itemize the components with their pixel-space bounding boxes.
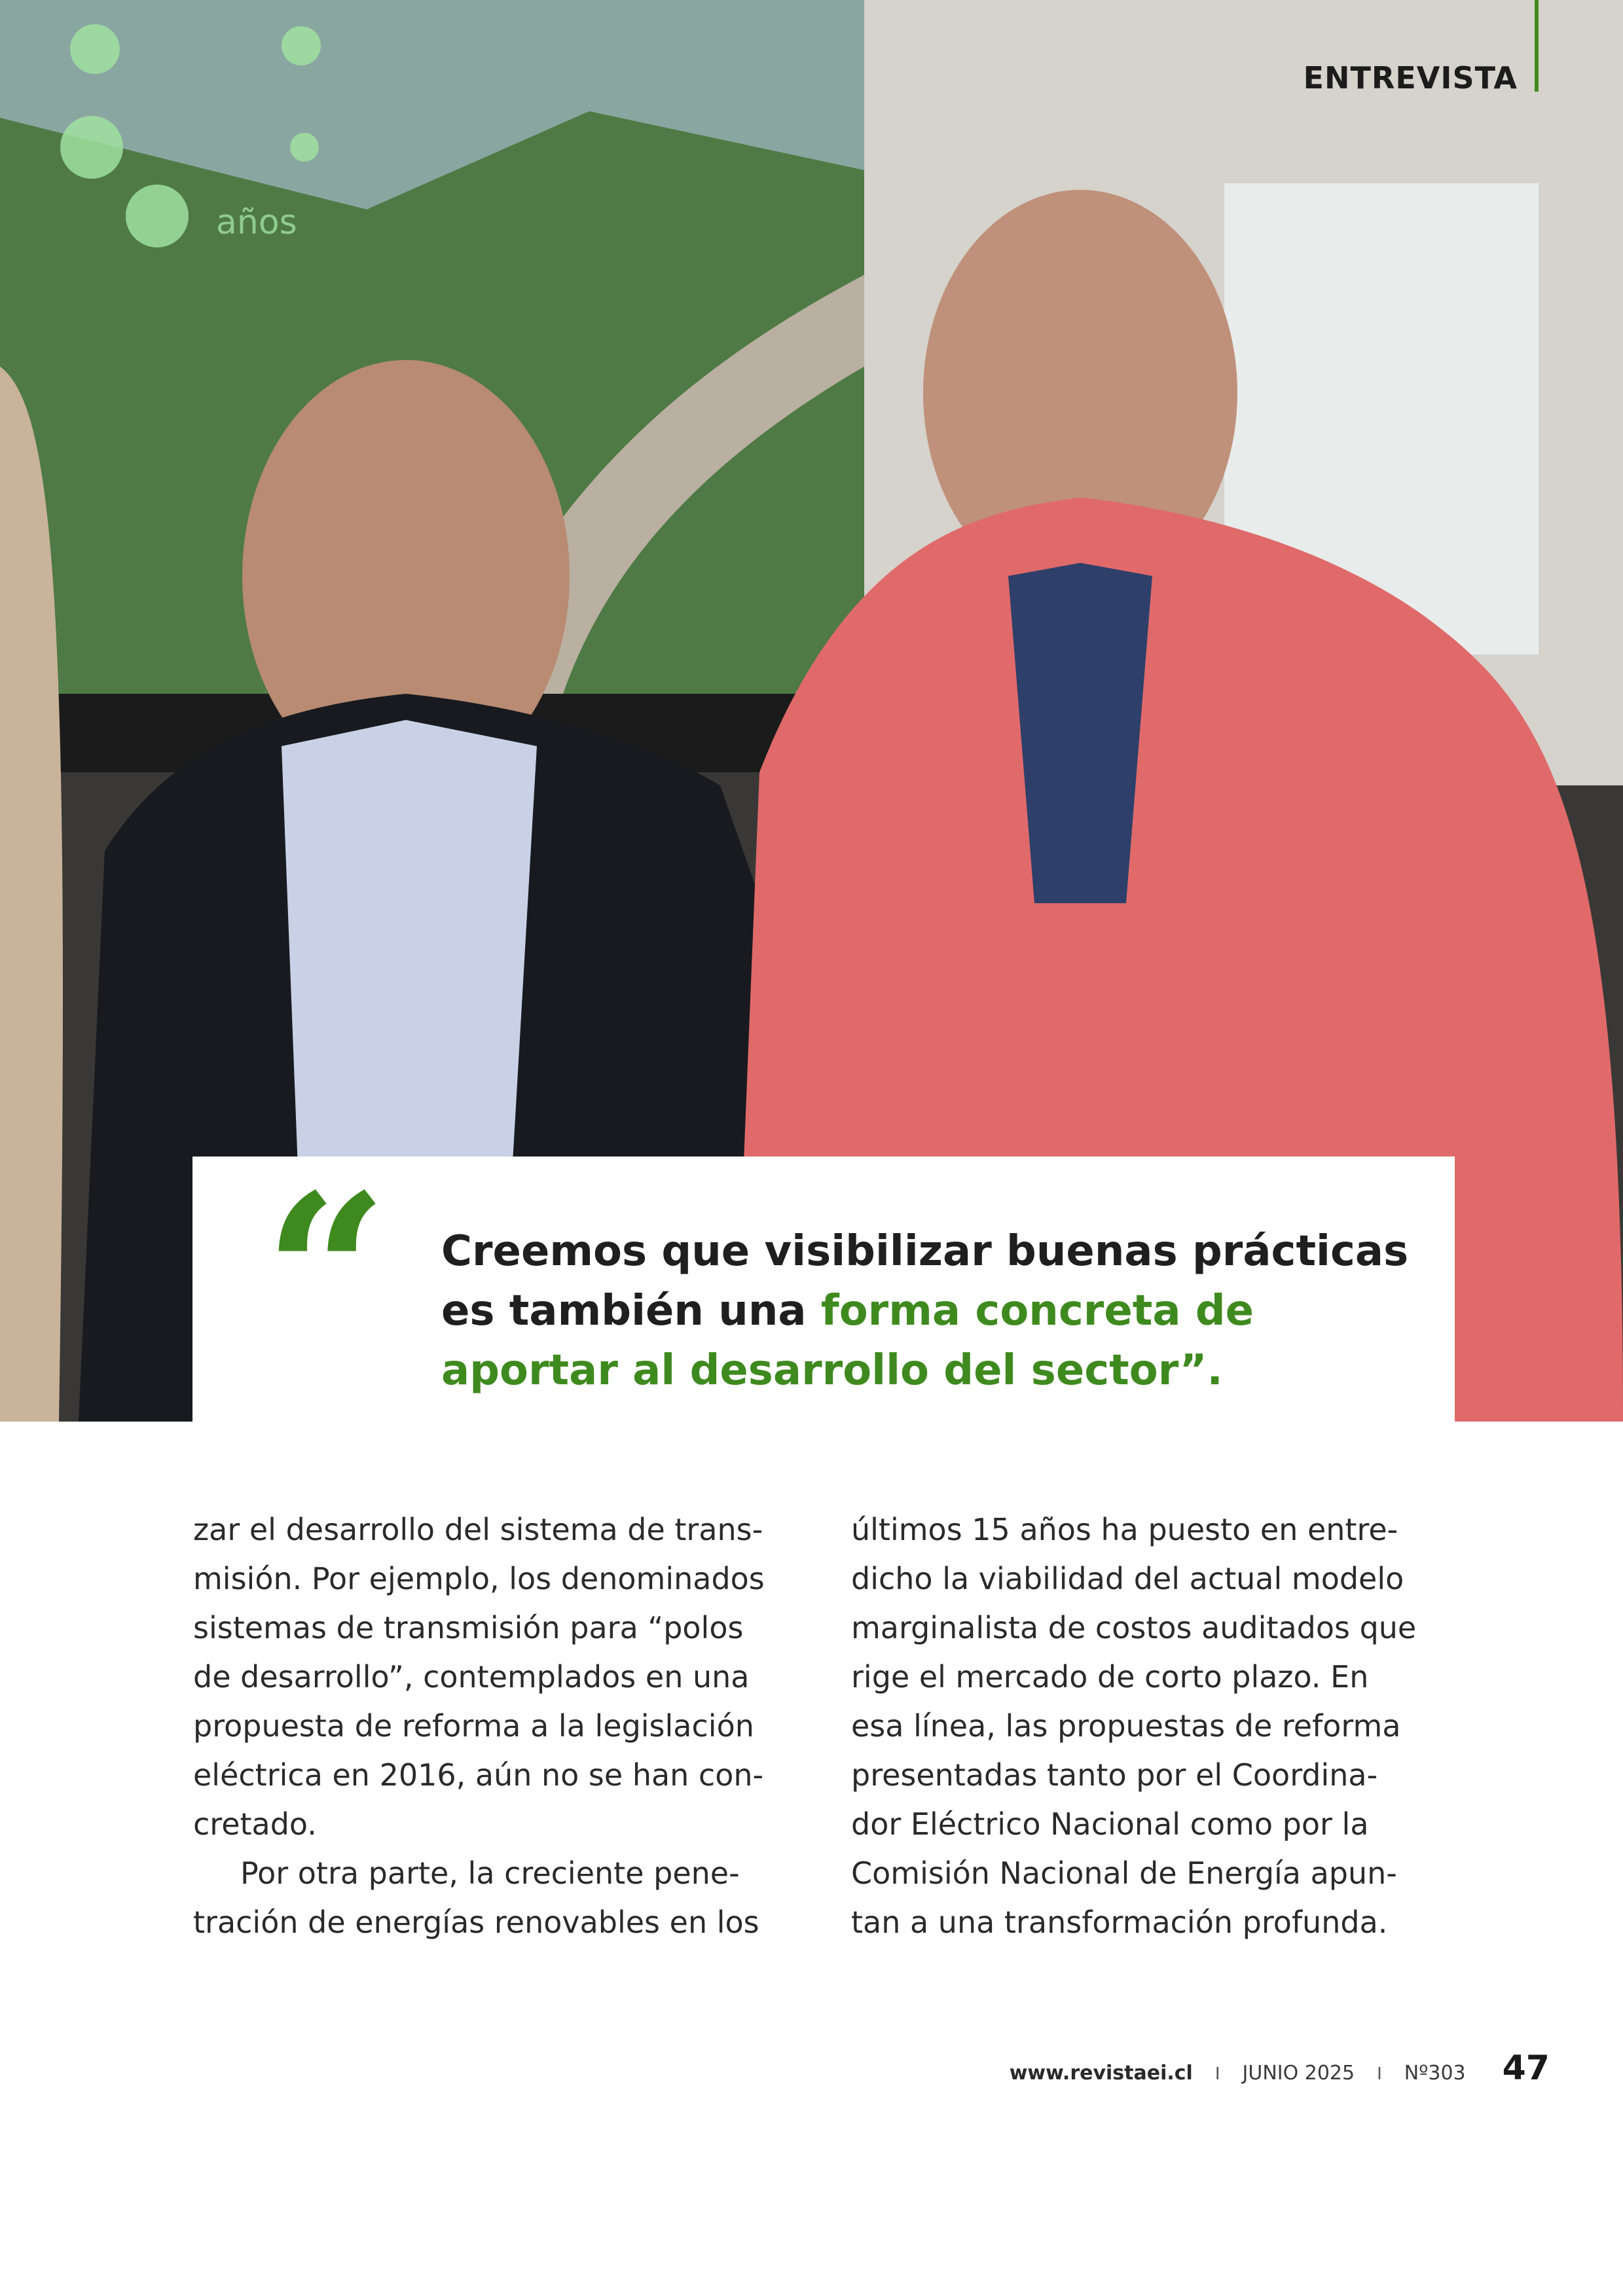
- page-footer: [1010, 2049, 1550, 2088]
- quote-mark-icon: “: [264, 1147, 388, 1401]
- pull-quote-highlight-2: aportar al desarrollo del sector”.: [441, 1346, 1223, 1395]
- text-line: Comisión Nacional de Energía apun-: [851, 1856, 1397, 1891]
- issue-date: JUNIO 2025: [1242, 2062, 1355, 2085]
- text-line: de desarrollo”, contemplados en una: [193, 1659, 750, 1695]
- text-line: presentadas tanto por el Coordina-: [851, 1757, 1378, 1793]
- text-line: rige el mercado de corto plazo. En: [851, 1659, 1369, 1695]
- text-line: sistemas de transmisión para “polos: [193, 1610, 744, 1645]
- pull-quote-line-1: Creemos que visibilizar buenas prácticas: [441, 1227, 1409, 1276]
- pull-quote: [192, 1147, 1455, 1422]
- text-line: misión. Por ejemplo, los denominados: [193, 1561, 765, 1596]
- page-number: 47: [1502, 2049, 1550, 2088]
- text-line: propuesta de reforma a la legislación: [193, 1708, 754, 1744]
- text-line: tan a una transformación profunda.: [851, 1905, 1388, 1940]
- text-line: marginalista de costos auditados que: [851, 1610, 1417, 1645]
- text-line: dicho la viabilidad del actual modelo: [851, 1561, 1404, 1596]
- issue-number: Nº303: [1404, 2062, 1466, 2085]
- text-line: últimos 15 años ha puesto en entre-: [851, 1512, 1398, 1547]
- section-label: ENTREVISTA: [1303, 60, 1518, 96]
- footer-separator: I: [1377, 2064, 1382, 2084]
- text-line: eléctrica en 2016, aún no se han con-: [193, 1757, 764, 1793]
- text-line: Por otra parte, la creciente pene-: [240, 1856, 740, 1891]
- article-column-right: [851, 1505, 1473, 1947]
- section-rule: [1535, 0, 1539, 92]
- article-column-left: [193, 1505, 815, 1947]
- text-line: cretado.: [193, 1806, 317, 1842]
- pull-quote-highlight-1: forma concreta de: [820, 1287, 1254, 1335]
- text-line: tración de energías renovables en los: [193, 1905, 759, 1940]
- text-line: esa línea, las propuestas de reforma: [851, 1708, 1401, 1744]
- text-line: dor Eléctrico Nacional como por la: [851, 1806, 1369, 1842]
- pull-quote-line-2: es también una: [441, 1287, 821, 1335]
- pull-quote-text: [441, 1222, 1436, 1401]
- photo-overlay-text: años: [216, 203, 297, 242]
- footer-separator: I: [1214, 2064, 1220, 2084]
- article-body: [193, 1505, 1447, 1964]
- website-link[interactable]: www.revistaei.cl: [1009, 2062, 1193, 2085]
- text-line: zar el desarrollo del sistema de trans-: [193, 1512, 763, 1547]
